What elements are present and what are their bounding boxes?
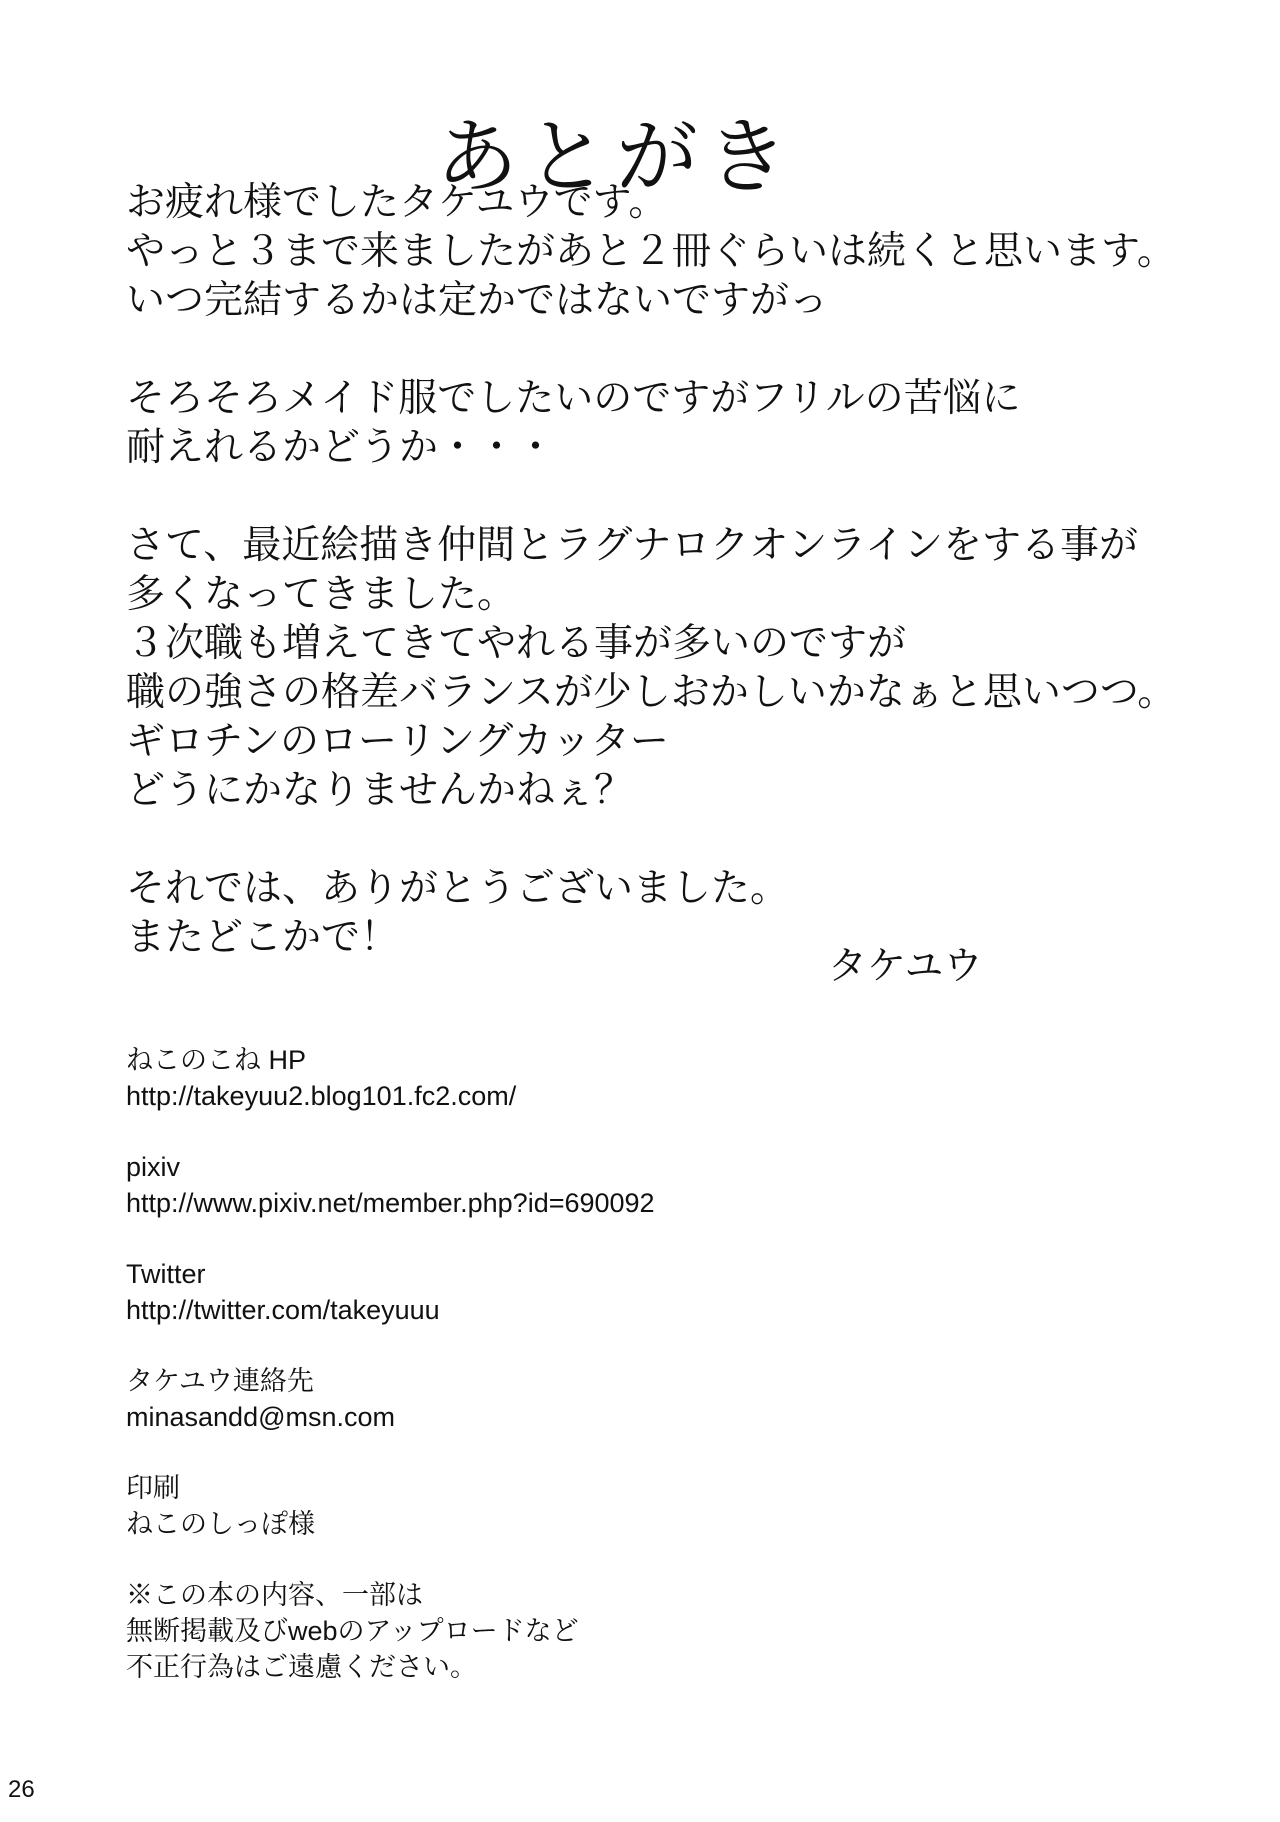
page-title: あとがき (435, 109, 796, 205)
body-line: ３次職も増えてきてやれる事が多いのですが (126, 621, 907, 666)
body-line: それでは、ありがとうございました。 (126, 866, 790, 911)
body-line: またどこかで！ (126, 915, 400, 960)
printer-name: ねこのしっぽ様 (126, 1509, 315, 1539)
info-label: 印刷 (126, 1473, 180, 1503)
info-label: pixiv (126, 1152, 181, 1182)
paragraph (126, 374, 1206, 472)
info-block (126, 1149, 1026, 1221)
info-label: ねこのこね HP (126, 1045, 307, 1075)
email-address[interactable]: minasandd@msn.com (126, 1402, 396, 1432)
afterword-body (126, 178, 1206, 1011)
body-line: やっと３まで来ましたがあと２冊ぐらいは続くと思います。 (126, 229, 1176, 274)
info-block (126, 1042, 1026, 1114)
page-number: 26 (8, 1776, 35, 1803)
info-label: タケユウ連絡先 (126, 1366, 314, 1396)
notice-line: 無断掲載及びwebのアップロードなど (126, 1616, 579, 1646)
paragraph (126, 178, 1206, 325)
info-block (126, 1470, 1026, 1542)
notice-line: ※この本の内容、一部は (126, 1580, 423, 1610)
body-line: 耐えれるかどうか・・・ (126, 425, 556, 470)
paragraph (126, 521, 1206, 815)
twitter-link[interactable]: http://twitter.com/takeyuuu (126, 1295, 440, 1325)
contact-info (126, 1042, 1026, 1720)
author-signature: タケユウ (828, 944, 983, 989)
homepage-link[interactable]: http://takeyuu2.blog101.fc2.com/ (126, 1081, 517, 1111)
notice-line: 不正行為はご遠慮ください。 (126, 1652, 477, 1682)
paragraph (126, 864, 1206, 962)
body-line: いつ完結するかは定かではないですがっ (126, 278, 829, 323)
body-line: ギロチンのローリングカッター (126, 719, 669, 764)
body-line: 多くなってきました。 (126, 572, 517, 617)
body-line: さて、最近絵描き仲間とラグナロクオンラインをする事が (126, 523, 1139, 568)
info-block (126, 1256, 1026, 1328)
info-block (126, 1363, 1026, 1435)
body-line: そろそろメイド服でしたいのですがフリルの苦悩に (126, 376, 1021, 421)
info-label: Twitter (126, 1259, 206, 1289)
body-line: お疲れ様でしたタケユウです。 (126, 180, 668, 225)
body-line: どうにかなりませんかねぇ？ (126, 768, 634, 813)
pixiv-link[interactable]: http://www.pixiv.net/member.php?id=690092 (126, 1188, 655, 1218)
copyright-notice (126, 1577, 1026, 1685)
body-line: 職の強さの格差バランスが少しおかしいかなぁと思いつつ。 (126, 670, 1177, 715)
